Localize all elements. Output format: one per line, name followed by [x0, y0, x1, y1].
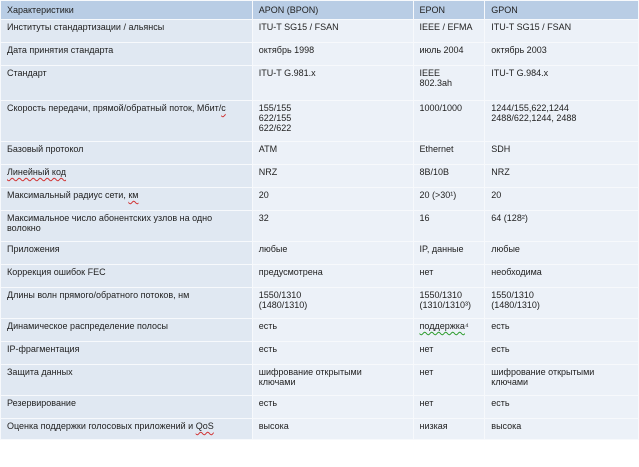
row-label-text: Максимальный радиус сети,	[7, 190, 129, 200]
table-row	[1, 165, 638, 187]
table-row	[1, 365, 638, 395]
cell-epon: июль 2004	[414, 43, 485, 65]
cell-apon: 20	[253, 188, 413, 210]
table-row	[1, 419, 638, 439]
cell-gpon: есть	[485, 342, 638, 364]
cell-apon: 32	[253, 211, 413, 241]
row-label: Стандарт	[1, 66, 252, 100]
row-label	[1, 419, 252, 439]
cell-gpon: ITU-T SG15 / FSAN	[485, 20, 638, 42]
row-label-text: Скорость передачи, прямой/обратный поток, Мбит/	[7, 103, 222, 113]
cell-gpon: необходима	[485, 265, 638, 287]
table-row	[1, 265, 638, 287]
cell-apon: шифрование открытыми ключами	[253, 365, 413, 395]
cell-epon-text: поддержка	[419, 321, 465, 331]
cell-epon: Ethernet	[414, 142, 485, 164]
cell-gpon: шифрование открытыми ключами	[485, 365, 638, 395]
header-row	[1, 1, 638, 19]
table-row	[1, 66, 638, 100]
cell-gpon: ITU-T G.984.x	[485, 66, 638, 100]
table-row	[1, 342, 638, 364]
cell-apon: октябрь 1998	[253, 43, 413, 65]
row-label: Коррекция ошибок FEC	[1, 265, 252, 287]
cell-apon: предусмотрена	[253, 265, 413, 287]
row-label-unit: с	[221, 103, 226, 113]
table-row	[1, 43, 638, 65]
cell-apon: ITU-T SG15 / FSAN	[253, 20, 413, 42]
header-epon: EPON	[414, 1, 485, 19]
cell-gpon: высока	[485, 419, 638, 439]
table-row	[1, 142, 638, 164]
cell-gpon: SDH	[485, 142, 638, 164]
row-label: Максимальное число абонентских узлов на одно волокно	[1, 211, 252, 241]
cell-epon: 1550/1310 (1310/1310³)	[414, 288, 485, 318]
cell-epon: 20 (>30¹)	[414, 188, 485, 210]
header-gpon: GPON	[485, 1, 638, 19]
row-label-unit: км	[128, 190, 139, 200]
cell-epon: 8B/10B	[414, 165, 485, 187]
cell-gpon: любые	[485, 242, 638, 264]
cell-apon: 1550/1310 (1480/1310)	[253, 288, 413, 318]
cell-epon: 16	[414, 211, 485, 241]
header-characteristics: Характеристики	[1, 1, 252, 19]
cell-apon: есть	[253, 396, 413, 418]
cell-epon: IP, данные	[414, 242, 485, 264]
cell-apon: есть	[253, 342, 413, 364]
cell-epon: IEEE 802.3ah	[414, 66, 485, 100]
cell-apon: есть	[253, 319, 413, 341]
cell-epon: 1000/1000	[414, 101, 485, 141]
table-row	[1, 211, 638, 241]
cell-epon: нет	[414, 365, 485, 395]
cell-gpon: 20	[485, 188, 638, 210]
table-row	[1, 20, 638, 42]
table-row	[1, 242, 638, 264]
cell-gpon: NRZ	[485, 165, 638, 187]
table-row	[1, 396, 638, 418]
row-label	[1, 101, 252, 141]
table-row	[1, 101, 638, 141]
cell-gpon: 1244/155,622,1244 2488/622,1244, 2488	[485, 101, 638, 141]
header-apon: APON (BPON)	[253, 1, 413, 19]
row-label-unit: QoS	[195, 421, 214, 431]
cell-apon: ITU-T G.981.x	[253, 66, 413, 100]
row-label: Дата принятия стандарта	[1, 43, 252, 65]
cell-apon: высока	[253, 419, 413, 439]
row-label: Базовый протокол	[1, 142, 252, 164]
row-label: Резервирование	[1, 396, 252, 418]
cell-gpon: октябрь 2003	[485, 43, 638, 65]
row-label: IP-фрагментация	[1, 342, 252, 364]
cell-epon: нет	[414, 396, 485, 418]
cell-apon: ATM	[253, 142, 413, 164]
row-label: Динамическое распределение полосы	[1, 319, 252, 341]
cell-gpon: 64 (128²)	[485, 211, 638, 241]
cell-gpon: есть	[485, 396, 638, 418]
table-row	[1, 188, 638, 210]
row-label	[1, 188, 252, 210]
cell-apon: любые	[253, 242, 413, 264]
cell-epon	[414, 319, 485, 341]
row-label-text: Линейный код	[7, 167, 67, 177]
cell-gpon: есть	[485, 319, 638, 341]
cell-gpon: 1550/1310 (1480/1310)	[485, 288, 638, 318]
cell-epon: нет	[414, 342, 485, 364]
row-label: Защита данных	[1, 365, 252, 395]
row-label: Приложения	[1, 242, 252, 264]
table-row	[1, 319, 638, 341]
cell-epon: низкая	[414, 419, 485, 439]
cell-epon: IEEE / EFMA	[414, 20, 485, 42]
table-row	[1, 288, 638, 318]
footnote-mark: ⁴	[464, 321, 469, 331]
cell-apon: 155/155 622/155 622/622	[253, 101, 413, 141]
cell-apon: NRZ	[253, 165, 413, 187]
row-label	[1, 165, 252, 187]
cell-epon: нет	[414, 265, 485, 287]
row-label: Длины волн прямого/обратного потоков, нм	[1, 288, 252, 318]
row-label-text: Оценка поддержки голосовых приложений и	[7, 421, 196, 431]
row-label: Институты стандартизации / альянсы	[1, 20, 252, 42]
